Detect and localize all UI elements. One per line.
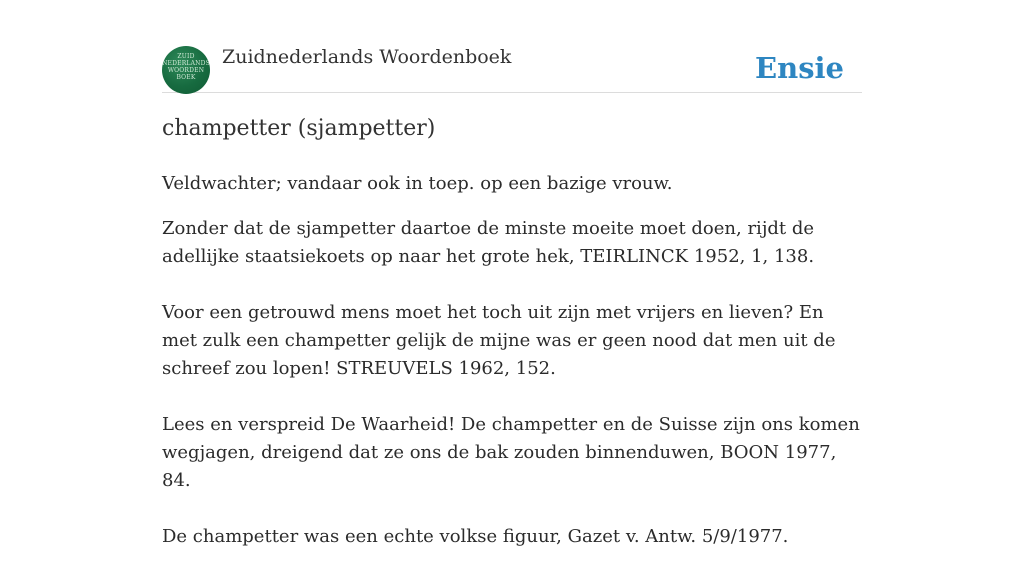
brand-logo[interactable]: Ensie [755,51,844,85]
site-name-link[interactable]: Zuidnederlands Woordenboek [222,46,512,68]
entry-definition: Veldwachter; vandaar ook in toep. op een bazige vrouw. [162,173,673,194]
site-logo[interactable] [162,46,210,94]
entry-term: champetter (sjampetter) [162,116,436,141]
logo-text: ZUID NEDERLANDS WOORDEN BOEK [162,53,210,81]
entry-examples [162,215,862,579]
example-quote: Lees en verspreid De Waarheid! De champetter en de Suisse zijn ons komen wegjagen, dreigend dat ze ons de bak zouden binnenduwen, BOON 1977, 84. [162,414,860,491]
example-quote: Zonder dat de sjampetter daartoe de minste moeite moet doen, rijdt de adellijke staatsiekoets op naar het grote hek, TEIRLINCK 1952, 1, 138. [162,218,815,267]
header [162,0,862,93]
page [162,0,862,547]
example-quote: De champetter was een echte volkse figuur, Gazet v. Antw. 5/9/1977. [162,526,789,547]
example-quote: Voor een getrouwd mens moet het toch uit zijn met vrijers en lieven? En met zulk een champetter gelijk de mijne was er geen nood dat men uit de schreef zou lopen! STREUVELS 1962, 152. [162,302,836,379]
